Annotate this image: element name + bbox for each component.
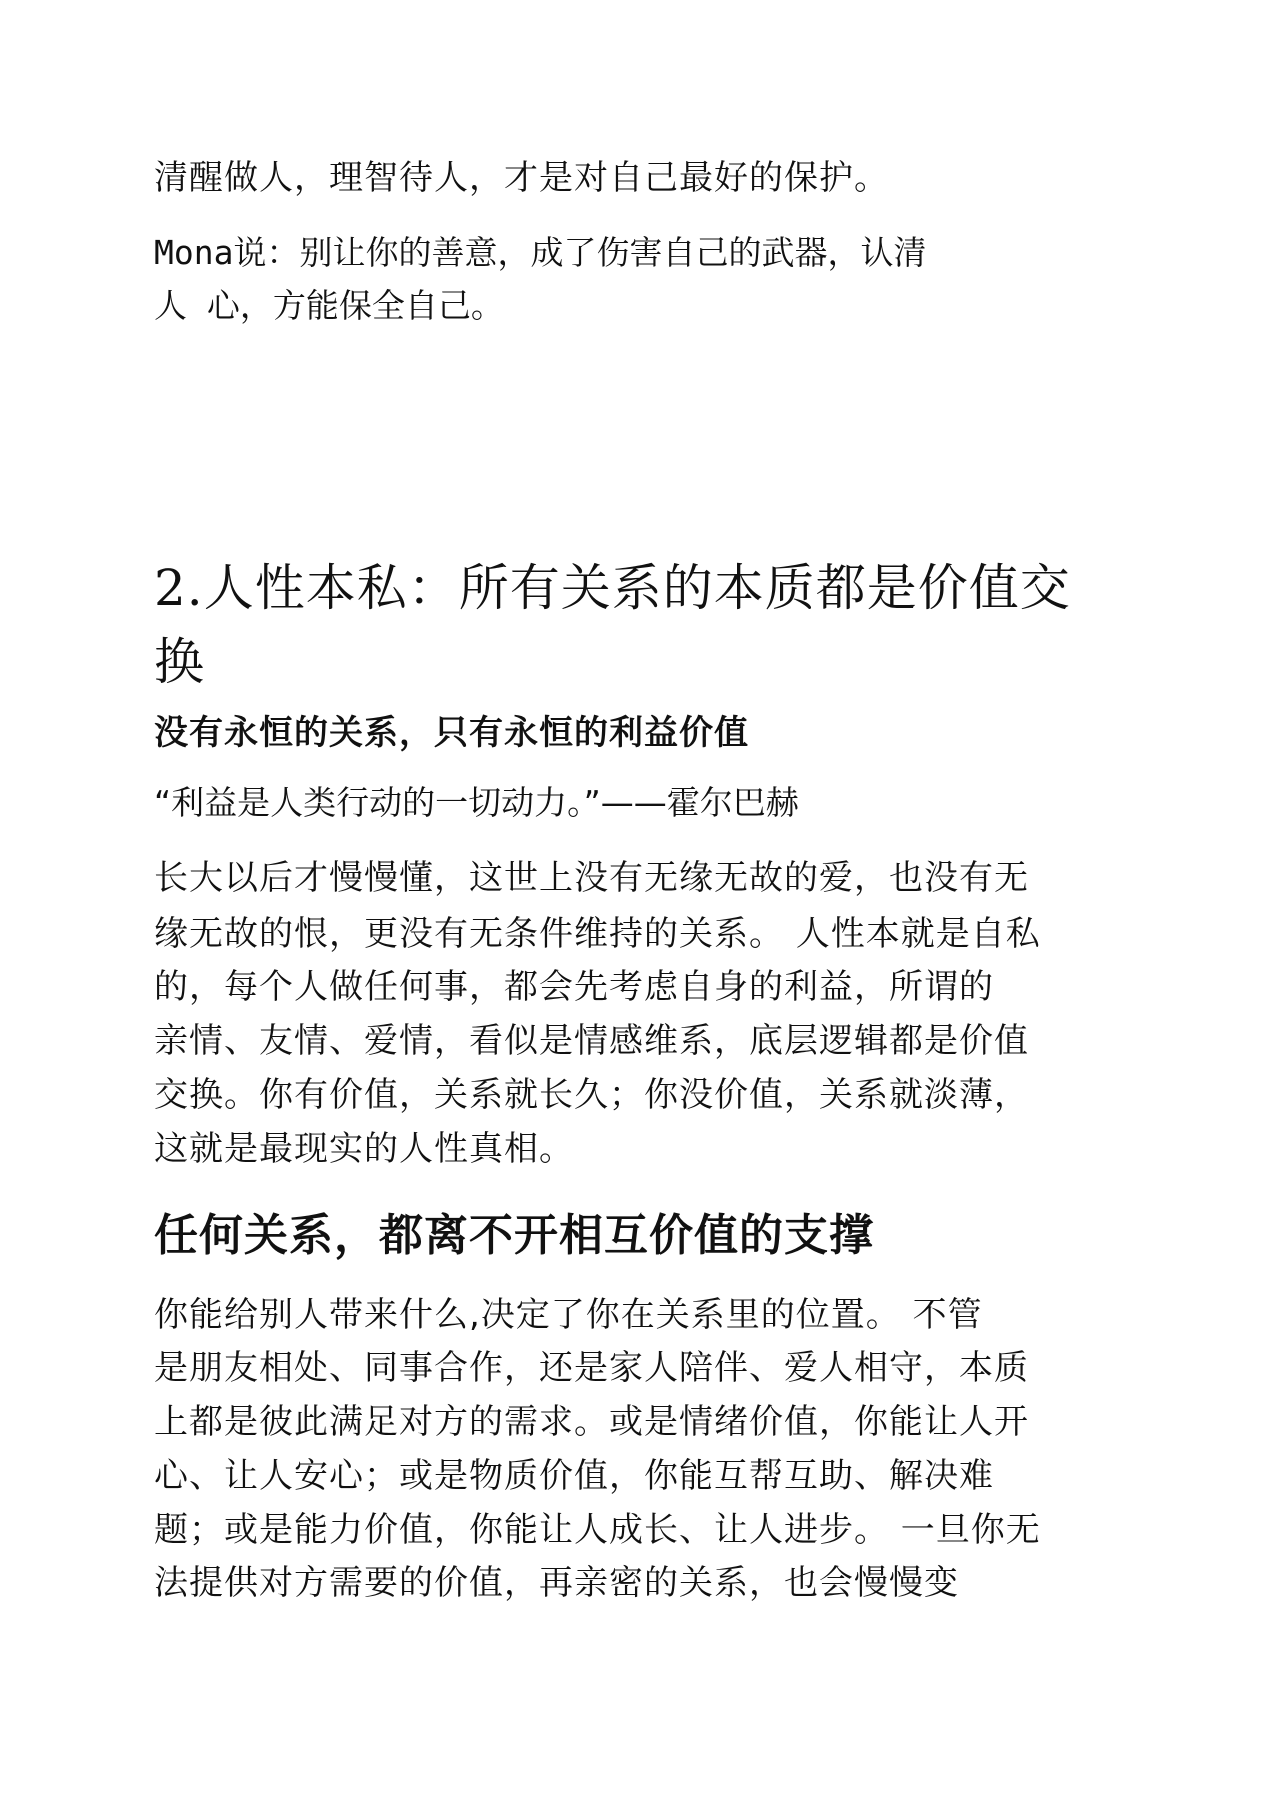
paragraph-line: 长大以后才慢慢懂，这世上没有无缘无故的爱，也没有无: [154, 858, 1029, 898]
paragraph-line: 缘无故的恨，更没有无条件维持的关系。 人性本就是自私: [154, 914, 1041, 954]
section-number: 2.: [154, 559, 204, 617]
paragraph-line: 亲情、友情、爱情，看似是情感维系，底层逻辑都是价值: [154, 1021, 1029, 1061]
paragraph-line: 的，每个人做任何事，都会先考虑自身的利益，所谓的: [154, 967, 994, 1007]
quote: “利益是人类行动的一切动力。”——霍尔巴赫: [154, 783, 799, 822]
paragraph-line: 心、让人安心；或是物质价值，你能互帮互助、解决难: [154, 1456, 994, 1496]
paragraph-line: 题；或是能力价值，你能让人成长、让人进步。 一旦你无: [154, 1510, 1041, 1550]
paragraph-line: 交换。你有价值，关系就长久；你没价值，关系就淡薄，: [154, 1075, 1029, 1115]
paragraph-line: 法提供对方需要的价值，再亲密的关系，也会慢慢变: [154, 1563, 959, 1603]
heading: 任何关系，都离不开相互价值的支撑: [154, 1210, 874, 1261]
paragraph-line: 上都是彼此满足对方的需求。或是情绪价值，你能让人开: [154, 1402, 1029, 1442]
section-title-text: 人性本私：所有关系的本质都是价值交: [203, 559, 1071, 617]
intro-text-line: 清醒做人，理智待人，才是对自己最好的保护。: [154, 158, 889, 198]
paragraph-line: 是朋友相处、同事合作，还是家人陪伴、爱人相守，本质: [154, 1348, 1029, 1388]
section-title: [154, 556, 1071, 620]
paragraph-line: 这就是最现实的人性真相。: [154, 1129, 574, 1169]
subheading: 没有永恒的关系，只有永恒的利益价值: [154, 713, 749, 753]
mona-quote-line: 人 心，方能保全自己。: [154, 286, 504, 325]
section-title-continuation: 换: [154, 633, 205, 691]
paragraph-line: 你能给别人带来什么,决定了你在关系里的位置。 不管: [154, 1295, 983, 1335]
mona-quote-line: Mona说：别让你的善意，成了伤害自己的武器，认清: [154, 233, 927, 272]
